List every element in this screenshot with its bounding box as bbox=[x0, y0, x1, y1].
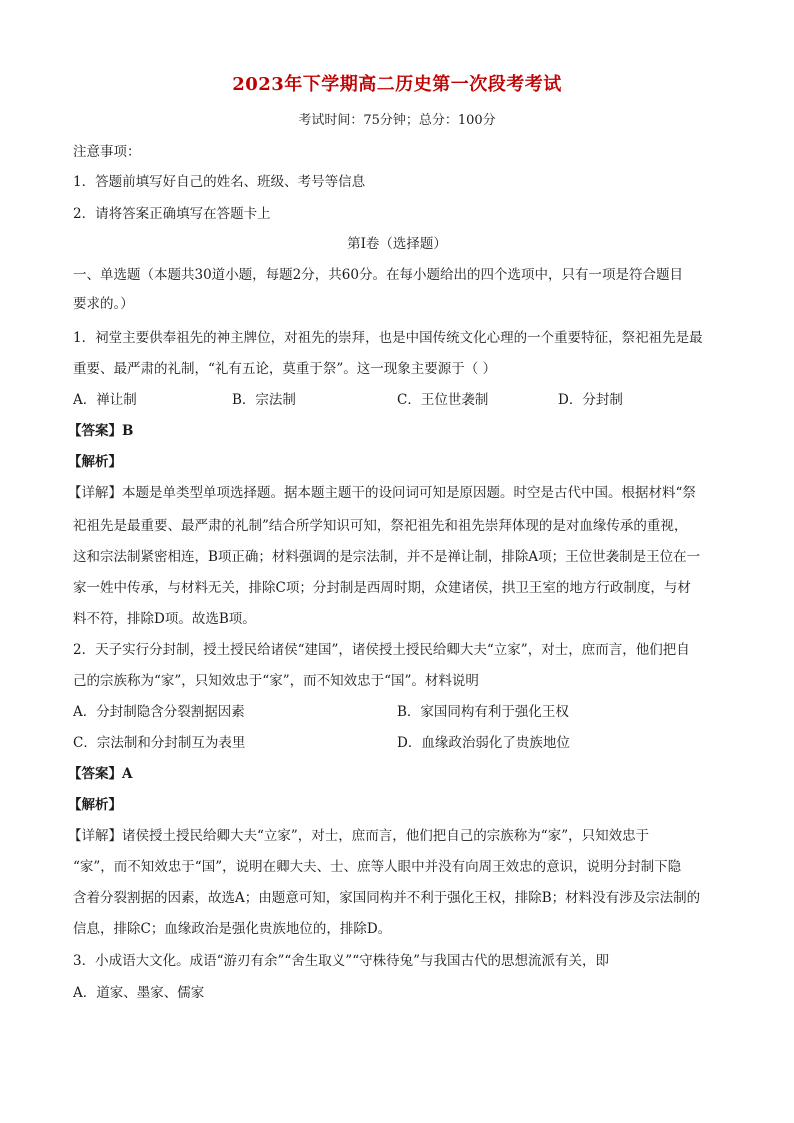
q1-stem: 重要、最严肃的礼制，“礼有五论，莫重于祭”。这一现象主要源于（ ） bbox=[73, 361, 497, 377]
q3-stem: 3．小成语大文化。成语“游刃有余”“舍生取义”“守株待兔”与我国古代的思想流派有关，即 bbox=[73, 953, 609, 969]
section-title: 第I卷（选择题） bbox=[347, 236, 447, 252]
q3-option-a: A．道家、墨家、儒家 bbox=[73, 985, 205, 1001]
q2-detail: 信息，排除C；血缘政治是强化贵族地位的，排除D。 bbox=[73, 921, 392, 937]
note-item: 2．请将答案正确填写在答题卡上 bbox=[73, 206, 271, 222]
q1-option-a: A．禅让制 bbox=[73, 392, 137, 408]
q2-option-b: B．家国同构有利于强化王权 bbox=[397, 704, 569, 720]
exam-title: 2023年下学期高二历史第一次段考考试 bbox=[232, 74, 562, 95]
q1-detail: 祀祖先是最重要、最严肃的礼制”结合所学知识可知，祭祀祖先和祖先崇拜体现的是对血缘传承的重视， bbox=[73, 518, 688, 534]
q1-analysis-label: 【解析】 bbox=[68, 454, 122, 470]
q1-stem: 1．祠堂主要供奉祖先的神主牌位，对祖先的崇拜，也是中国传统文化心理的一个重要特征，祭祀祖先是最 bbox=[73, 330, 703, 346]
q1-detail: 家一姓中传承，与材料无关，排除C项；分封制是西周时期，众建诸侯，拱卫王室的地方行政制度，与材 bbox=[73, 580, 691, 596]
note-item: 1．答题前填写好自己的姓名、班级、考号等信息 bbox=[73, 174, 366, 190]
q1-option-c: C．王位世袭制 bbox=[397, 392, 489, 408]
notes-heading: 注意事项： bbox=[73, 144, 141, 160]
q1-detail: 料不符，排除D项。故选B项。 bbox=[73, 611, 256, 627]
q1-answer: 【答案】B bbox=[68, 423, 134, 439]
q1-option-d: D．分封制 bbox=[558, 392, 623, 408]
q2-analysis-label: 【解析】 bbox=[68, 797, 122, 813]
q2-stem: 己的宗族称为“家”，只知效忠于“家”，而不知效忠于“国”。材料说明 bbox=[73, 673, 479, 689]
q2-detail: 【详解】诸侯授土授民给卿大夫“立家”，对士，庶而言，他们把自己的宗族称为“家”，只知效忠于 bbox=[68, 828, 650, 844]
section-intro: 一、单选题（本题共30道小题，每题2分，共60分。在每小题给出的四个选项中，只有一项是符合题目 bbox=[73, 267, 683, 283]
q2-option-c: C．宗法制和分封制互为表里 bbox=[73, 735, 246, 751]
q2-option-a: A．分封制隐含分裂割据因素 bbox=[73, 704, 245, 720]
section-intro: 要求的。） bbox=[73, 296, 134, 312]
q2-answer: 【答案】A bbox=[68, 766, 133, 782]
q2-stem: 2．天子实行分封制，授土授民给诸侯“建国”，诸侯授土授民给卿大夫“立家”，对士，庶而言，他们把自 bbox=[73, 642, 690, 658]
q1-detail: 【详解】本题是单类型单项选择题。据本题主题干的设问词可知是原因题。时空是古代中国。根据材料“祭 bbox=[68, 485, 696, 501]
q1-option-b: B．宗法制 bbox=[232, 392, 296, 408]
exam-info: 考试时间：75分钟；总分：100分 bbox=[298, 113, 496, 128]
q2-option-d: D．血缘政治弱化了贵族地位 bbox=[397, 735, 570, 751]
q2-detail: 含着分裂割据的因素，故选A；由题意可知，家国同构并不利于强化王权，排除B；材料没有涉及宗法制的 bbox=[73, 890, 701, 906]
q2-detail: “家”，而不知效忠于“国”，说明在卿大夫、士、庶等人眼中并没有向周王效忠的意识，说明分封制下隐 bbox=[73, 859, 682, 875]
q1-detail: 这和宗法制紧密相连，B项正确；材料强调的是宗法制，并不是禅让制，排除A项；王位世袭制是王位在一 bbox=[73, 549, 701, 565]
